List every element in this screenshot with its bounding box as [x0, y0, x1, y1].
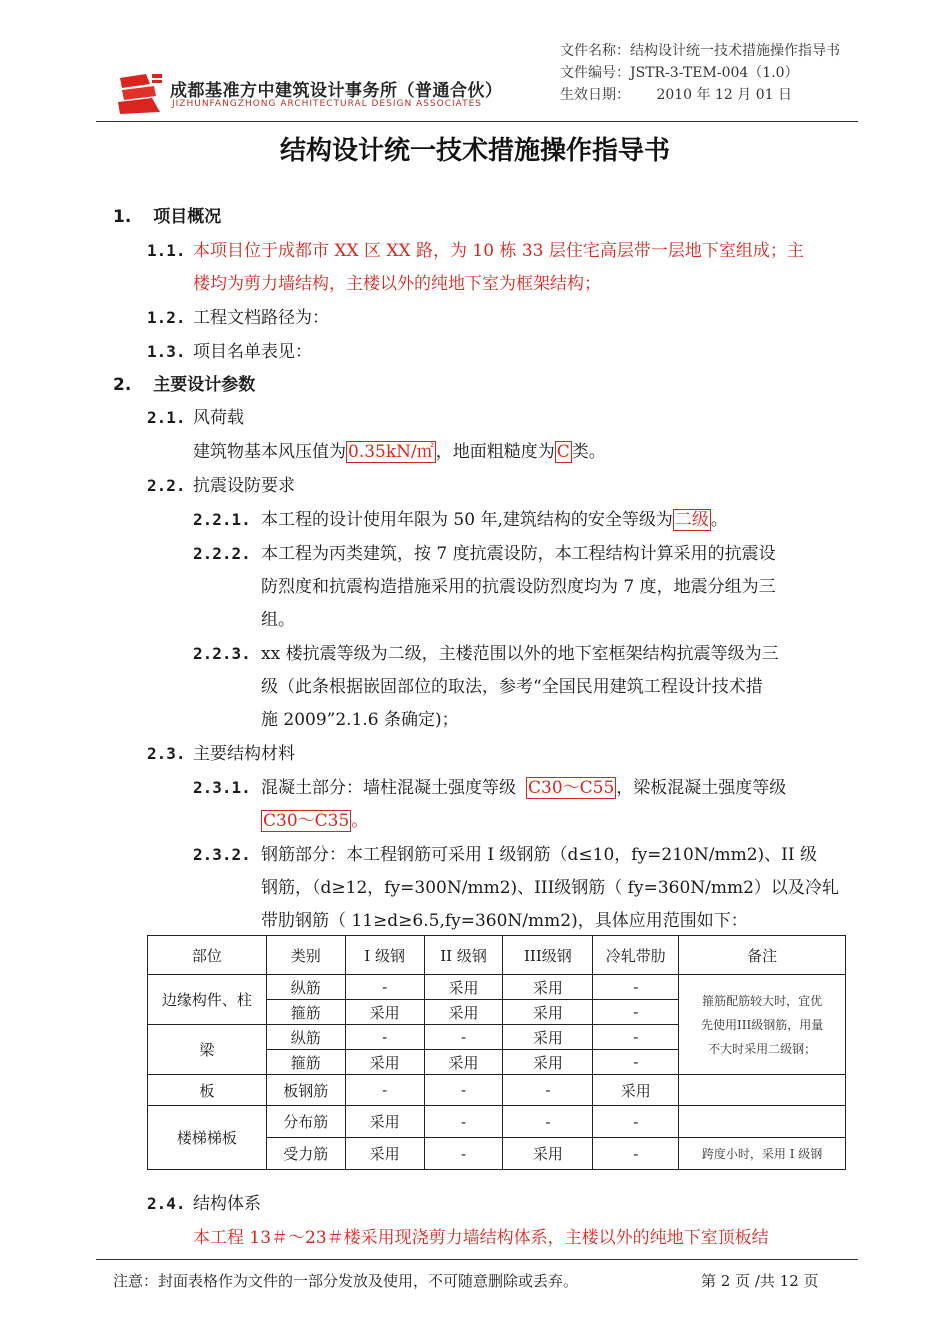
item-2-3-number: 2.3. [147, 744, 186, 763]
table-cell: 板钢筋 [266, 1075, 345, 1106]
item-1-3-text: 项目名单表见： [193, 342, 312, 362]
table-note-cell [679, 1075, 846, 1106]
table-cell: 纵筋 [266, 975, 345, 1000]
beam-concrete-label: ，梁板混凝土强度等级 [616, 778, 787, 798]
roughness-value: C [556, 442, 570, 462]
wind-pressure-label: 建筑物基本风压值为 [193, 442, 346, 462]
beam-concrete-suffix: 。 [351, 811, 369, 831]
table-cell: 分布筋 [266, 1106, 345, 1138]
wall-concrete-label: 混凝土部分：墙柱混凝土强度等级 [261, 778, 516, 798]
table-cell: 采用 [345, 1000, 424, 1025]
table-row [148, 975, 846, 1000]
roughness-label: ，地面粗糙度为 [435, 442, 555, 462]
safety-grade-suffix: 。 [710, 510, 728, 530]
table-row [148, 1075, 846, 1106]
table-cell: - [424, 1106, 503, 1138]
item-2-3-2-line2: 钢筋，（d≥12，fy=300N/mm2)、III级钢筋（ fy=360N/mm2）以及冷轧 [261, 878, 839, 898]
table-header-cell: I 级钢 [345, 936, 424, 975]
table-cell: 纵筋 [266, 1025, 345, 1050]
safety-grade-value: 二级 [674, 510, 709, 530]
table-cell: - [593, 1138, 679, 1170]
table-cell: - [593, 975, 679, 1000]
beam-concrete-grade: C30～C35 [263, 811, 350, 831]
table-cell: 采用 [424, 1000, 503, 1025]
table-group-cell: 楼梯梯板 [148, 1106, 267, 1170]
rebar-usage-table [147, 935, 846, 1170]
table-header-cell: 冷轧带肋 [593, 936, 679, 975]
safety-grade-label: 本工程的设计使用年限为 50 年,建筑结构的安全等级为 [261, 510, 673, 530]
section-2-number: 2. [113, 375, 132, 395]
section-1-heading [113, 205, 221, 229]
item-2-1-title: 风荷载 [193, 408, 244, 428]
table-cell: 采用 [503, 1025, 593, 1050]
table-header-row [148, 936, 846, 975]
item-2-2-1-text [261, 508, 728, 532]
table-header-cell: III级钢 [503, 936, 593, 975]
item-1-3-number: 1.3. [147, 342, 186, 361]
company-name-en: JIZHUNFANGZHONG ARCHITECTURAL DESIGN ASSOCIATES [172, 99, 483, 109]
effective-date-label: 生效日期： [560, 87, 630, 103]
item-2-2-1-number: 2.2.1. [193, 510, 251, 529]
logo-mark-icon [116, 70, 164, 116]
item-2-2-2-line1: 本工程为丙类建筑，按 7 度抗震设防，本工程结构计算采用的抗震设 [261, 544, 776, 564]
table-cell: 箍筋 [266, 1050, 345, 1075]
table-note-cell [679, 975, 846, 1075]
table-cell: 采用 [503, 975, 593, 1000]
table-cell: 采用 [345, 1106, 424, 1138]
table-header-cell: 类别 [266, 936, 345, 975]
table-cell: - [593, 1050, 679, 1075]
section-1-number: 1. [113, 207, 132, 227]
table-cell: 采用 [345, 1138, 424, 1170]
section-1-title: 项目概况 [153, 207, 222, 227]
table-cell: - [593, 1106, 679, 1138]
table-cell: 采用 [424, 975, 503, 1000]
table-cell: 采用 [503, 1138, 593, 1170]
section-2-heading [113, 373, 255, 397]
item-2-2-3-number: 2.2.3. [193, 644, 251, 663]
table-note-cell: 跨度小时，采用 I 级钢 [679, 1138, 846, 1170]
table-cell: 采用 [503, 1050, 593, 1075]
wall-concrete-grade: C30～C55 [528, 778, 615, 798]
page-title: 结构设计统一技术措施操作指导书 [279, 136, 670, 166]
item-2-3-2-line1: 钢筋部分：本工程钢筋可采用 I 级钢筋（d≤10，fy=210N/mm2)、II 级 [261, 845, 817, 865]
table-group-cell: 边缘构件、柱 [148, 975, 267, 1025]
table-cell: - [345, 1075, 424, 1106]
table-cell: - [345, 1025, 424, 1050]
effective-date-value: 2010 年 12 月 01 日 [656, 87, 792, 103]
header-divider [96, 121, 858, 122]
table-cell: - [593, 1025, 679, 1050]
table-cell: - [424, 1025, 503, 1050]
note-line: 先使用III级钢筋，用量 [700, 1017, 824, 1032]
table-group-cell: 梁 [148, 1025, 267, 1075]
table-cell: 箍筋 [266, 1000, 345, 1025]
table-cell: - [345, 975, 424, 1000]
table-row [148, 1106, 846, 1138]
table-header-cell: 备注 [679, 936, 846, 975]
item-2-2-3-line3: 施 2009”2.1.6 条确定)； [261, 710, 459, 730]
file-code: 文件编号：JSTR-3-TEM-004（1.0） [560, 65, 799, 81]
item-2-2-2-line3: 组。 [261, 610, 295, 630]
item-2-4-number: 2.4. [147, 1194, 186, 1213]
wind-pressure-value: 0.35kN/㎡ [348, 442, 434, 462]
item-2-2-title: 抗震设防要求 [193, 476, 295, 496]
item-2-2-number: 2.2. [147, 476, 186, 495]
table-cell: - [503, 1106, 593, 1138]
table-note-cell [679, 1106, 846, 1138]
item-1-1-line1: 本项目位于成都市 XX 区 XX 路，为 10 栋 33 层住宅高层带一层地下室组成；主 [193, 241, 804, 261]
item-2-1-number: 2.1. [147, 408, 186, 427]
table-cell: 采用 [424, 1050, 503, 1075]
item-2-2-2-number: 2.2.2. [193, 544, 251, 563]
item-2-3-title: 主要结构材料 [193, 744, 295, 764]
item-2-3-1-number: 2.3.1. [193, 778, 251, 797]
item-2-2-2-line2: 防烈度和抗震构造措施采用的抗震设防烈度均为 7 度，地震分组为三 [261, 577, 776, 597]
footer-divider [96, 1259, 858, 1260]
roughness-suffix: 类。 [571, 442, 606, 462]
item-2-3-2-line3: 带肋钢筋（ 11≥d≥6.5,fy=360N/mm2)，具体应用范围如下： [261, 911, 748, 931]
item-1-1-line2: 楼均为剪力墙结构，主楼以外的纯地下室为框架结构； [193, 274, 601, 294]
item-1-2-number: 1.2. [147, 308, 186, 327]
table-header-cell: 部位 [148, 936, 267, 975]
effective-date-row [560, 84, 792, 104]
table-cell: 受力筋 [266, 1138, 345, 1170]
table-cell: - [593, 1000, 679, 1025]
footer-notice: 注意：封面表格作为文件的一部分发放及使用，不可随意删除或丢弃。 [113, 1272, 579, 1290]
item-1-1-number: 1.1. [147, 241, 186, 260]
company-logo [116, 70, 164, 116]
item-2-3-1-line1 [261, 776, 786, 800]
table-cell: - [424, 1138, 503, 1170]
company-name-cn: 成都基准方中建筑设计事务所（普通合伙） [170, 81, 503, 101]
item-2-3-1-line2 [261, 809, 368, 833]
item-2-4-text: 本工程 13＃～23＃楼采用现浇剪力墙结构体系，主楼以外的纯地下室顶板结 [193, 1228, 769, 1248]
wind-load-text [193, 440, 606, 464]
item-1-2-text: 工程文档路径为： [193, 308, 329, 328]
item-2-4-title: 结构体系 [193, 1194, 261, 1214]
note-line: 不大时采用二级钢； [708, 1041, 817, 1056]
table-cell: - [503, 1075, 593, 1106]
table-cell: - [424, 1075, 503, 1106]
table-header-cell: II 级钢 [424, 936, 503, 975]
table-group-cell: 板 [148, 1075, 267, 1106]
table-cell: 采用 [345, 1050, 424, 1075]
table-cell: 采用 [503, 1000, 593, 1025]
item-2-3-2-number: 2.3.2. [193, 845, 251, 864]
item-2-2-3-line1: xx 楼抗震等级为二级，主楼范围以外的地下室框架结构抗震等级为三 [261, 644, 779, 664]
note-line: 箍筋配筋较大时，宜优 [702, 993, 823, 1008]
file-name: 文件名称：结构设计统一技术措施操作指导书 [560, 43, 840, 59]
page-number: 第 2 页 /共 12 页 [701, 1272, 819, 1290]
item-2-2-3-line2: 级（此条根据嵌固部位的取法，参考“全国民用建筑工程设计技术措 [261, 677, 763, 697]
section-2-title: 主要设计参数 [153, 375, 256, 395]
table-cell: 采用 [593, 1075, 679, 1106]
